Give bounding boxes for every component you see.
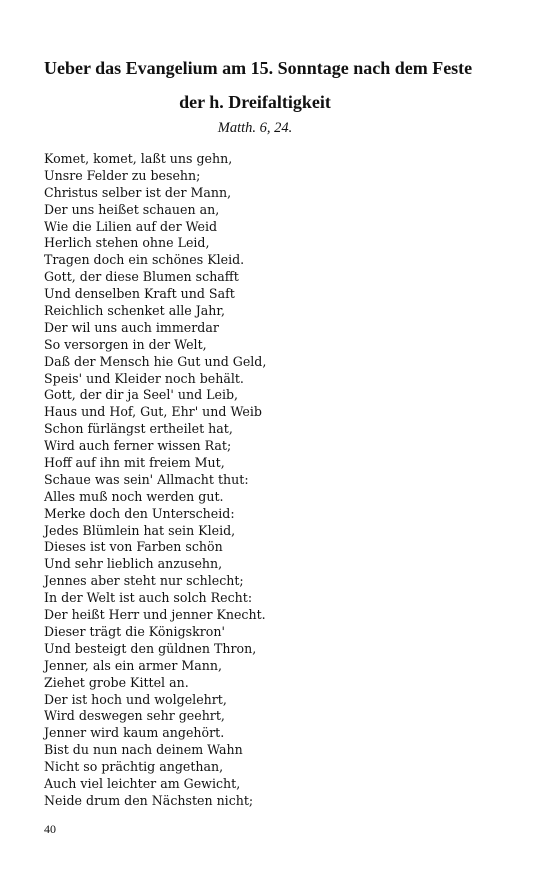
poem-line: Schon fürlängst ertheilet hat,	[44, 421, 233, 437]
poem-line: Wie die Lilien auf der Weid	[44, 218, 218, 234]
poem-line: Reichlich schenket alle Jahr,	[44, 303, 226, 319]
poem-line: Komet, komet, laßt uns gehn,	[44, 151, 233, 166]
scripture-reference: Matth. 6, 24.	[217, 120, 293, 136]
poem-line: Speis' und Kleider noch behält.	[44, 370, 244, 386]
poem-line: Und denselben Kraft und Saft	[44, 286, 235, 302]
poem-line: Dieses ist von Farben schön	[44, 539, 223, 555]
poem-line: Jenner, als ein armer Mann,	[44, 657, 222, 673]
poem-line: So versorgen in der Welt,	[44, 336, 207, 352]
poem-line: Alles muß noch werden gut.	[44, 488, 224, 504]
poem-line: Hoff auf ihn mit freiem Mut,	[44, 455, 225, 471]
poem-line: Ziehet grobe Kittel an.	[44, 674, 189, 690]
poem-line: In der Welt ist auch solch Recht:	[44, 590, 253, 606]
poem-line: Tragen doch ein schönes Kleid.	[44, 252, 245, 268]
poem-text	[44, 151, 266, 810]
poem-line: Der heißt Herr und jenner Knecht.	[44, 607, 266, 623]
poem-line: Gott, der dir ja Seel' und Leib,	[44, 387, 239, 403]
poem-line: Und sehr lieblich anzusehn,	[44, 556, 223, 572]
poem-line: Christus selber ist der Mann,	[44, 184, 232, 200]
poem-line: Jennes aber steht nur schlecht;	[44, 573, 244, 589]
poem-line: Wird deswegen sehr geehrt,	[44, 708, 225, 724]
poem-line: Neide drum den Nächsten nicht;	[44, 792, 254, 808]
poem-line: Unsre Felder zu besehn;	[44, 167, 201, 183]
poem-line: Jedes Blümlein hat sein Kleid,	[44, 522, 236, 538]
poem-line: Der ist hoch und wolgelehrt,	[44, 691, 227, 707]
page-title-continued: der h. Dreifaltigkeit	[179, 92, 331, 112]
poem-line: Gott, der diese Blumen schafft	[44, 269, 239, 285]
poem-line: Haus und Hof, Gut, Ehr' und Weib	[44, 404, 262, 420]
page-title: Ueber das Evangelium am 15. Sonntage nach dem Feste	[44, 58, 473, 78]
poem-line: Herlich stehen ohne Leid,	[44, 235, 210, 251]
poem-line: Und besteigt den güldnen Thron,	[44, 640, 257, 656]
poem-line: Auch viel leichter am Gewicht,	[44, 775, 241, 791]
poem-line: Der uns heißet schauen an,	[44, 201, 220, 217]
poem-line: Bist du nun nach deinem Wahn	[44, 742, 243, 758]
poem-line: Jenner wird kaum angehört.	[44, 725, 225, 741]
poem-line: Wird auch ferner wissen Rat;	[44, 438, 232, 454]
poem-line: Der wil uns auch immerdar	[44, 319, 219, 335]
poem-line: Schaue was sein' Allmacht thut:	[44, 471, 249, 487]
poem-line: Merke doch den Unterscheid:	[44, 505, 235, 521]
poem-line: Dieser trägt die Königskron'	[44, 623, 225, 639]
poem-line: Daß der Mensch hie Gut und Geld,	[44, 353, 267, 369]
poem-line: Nicht so prächtig angethan,	[44, 759, 224, 775]
page-number: 40	[44, 822, 56, 836]
